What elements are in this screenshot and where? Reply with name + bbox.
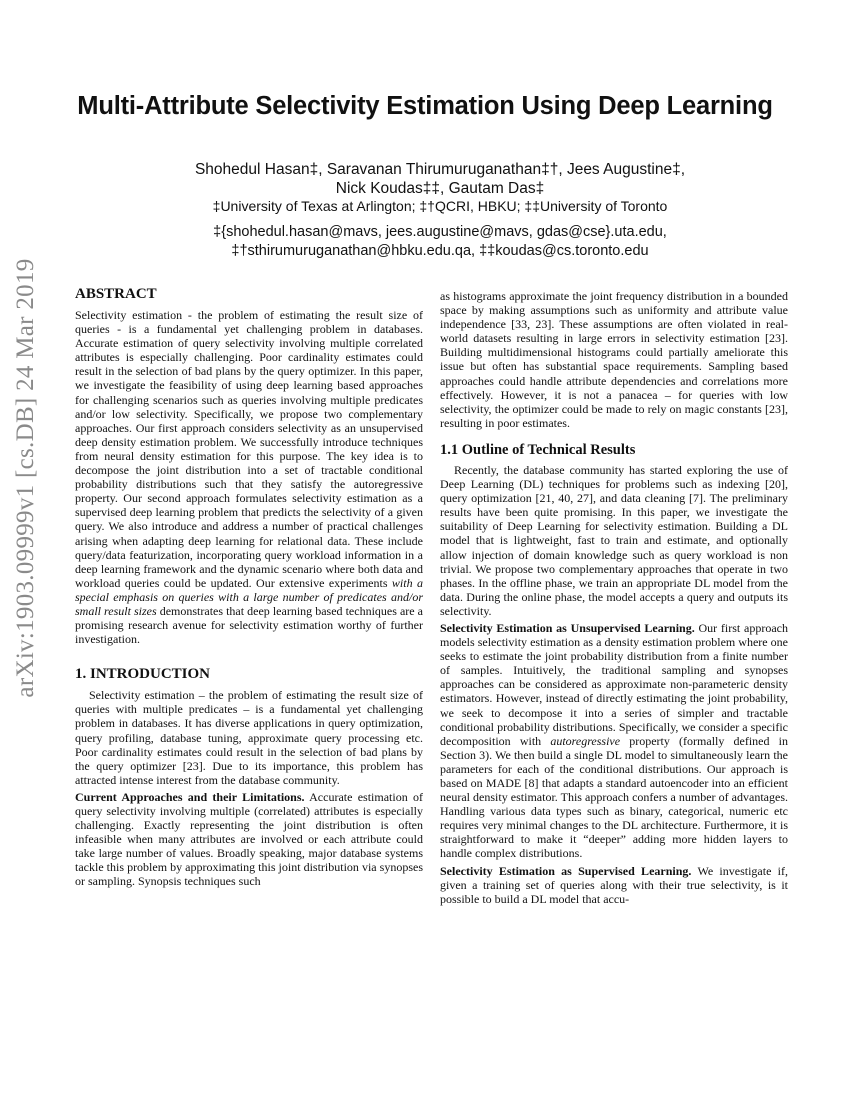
abstract-emphasis: with a special emphasis on queries with a large number of predicates and/or small result sizes <box>75 575 423 618</box>
abstract-heading: ABSTRACT <box>75 286 157 302</box>
paper-title: Multi-Attribute Selectivity Estimation Using Deep Learning <box>77 92 773 120</box>
abstract-paragraph: Selectivity estimation - the problem of estimating the result size of queries - is a fundamental yet challenging problem in databases. Accurate estimation of query selectivity involving multiple correlated attributes is especially challenging. Poor cardinality estimates could result in the selection of bad plans by the query optimizer. In this paper, we investigate the feasibility of using deep learning based approaches for challenging scenarios such as queries involving multiple predicates and/or low selectivity. Specifically, we propose two complementary approaches. Our first approach considers selectivity as an unsupervised deep density estimation problem. We successfully introduce techniques from neural density estimation for this purpose. The key idea is to decompose the joint distribution into a set of tractable conditional probability distributions such that they satisfy the autoregressive property. Our second approach formulates selectivity estimation as a supervised deep learning problem that predicts the selectivity of a given query. We also introduce and address a number of practical challenges arising when adapting deep learning for relational data. These include query/data featurization, incorporating query workload information in a deep learning framework and the dynamic scenario where both data and workload queries could be updated. Our extensive experiments with a special emphasis on queries with a large number of predicates and/or small result sizes demonstrates that deep learning based techniques are a promising research avenue for selectivity estimation worthy of further investigation. <box>75 308 423 647</box>
introduction-heading: 1. INTRODUCTION <box>75 666 211 683</box>
outline-heading: 1.1 Outline of Technical Results <box>440 441 636 458</box>
intro-continuation: as histograms approximate the joint frequency distribution in a bounded space by making assumptions such as uniformity and attribute value independence [33, 23]. These assumptions are often violated in real-world datasets resulting in large errors in selectivity estimation [23]. Building multidimensional histograms could partially ameliorate this issue but often has substantial space requirements. Sampling based approaches could handle attribute dependencies and correlations more effectively. However, it is not a panacea – for queries with low selectivity, the optimizer could be made to rely on magic constants [23], resulting in poor estimates. <box>440 289 788 430</box>
supervised-runin: Selectivity Estimation as Supervised Learning. <box>440 863 692 878</box>
right-column <box>440 289 788 906</box>
authors-line-2: Nick Koudas‡‡, Gautam Das‡ <box>335 180 545 197</box>
supervised-paragraph: Selectivity Estimation as Supervised Learning. We investigate if, given a training set of queries along with their true selectivity, is it possible to build a DL model that accu- <box>440 863 788 906</box>
author-block <box>120 160 760 261</box>
arxiv-sidebar <box>4 258 48 698</box>
affiliations: ‡University of Texas at Arlington; ‡†QCRI, HBKU; ‡‡University of Toronto <box>212 198 668 214</box>
current-approaches-paragraph: Current Approaches and their Limitations. Accurate estimation of query selectivity involving multiple (correlated) attributes is especially challenging. Exactly representing the joint distribution is often infeasible when many attributes are involved or each attribute could take large number of values. Broadly speaking, major database systems tackle this problem by approximating this joint distribution via synopses or sampling. Synopsis techniques such <box>75 789 423 889</box>
emails-line-1: ‡{shohedul.hasan@mavs, jees.augustine@mavs, gdas@cse}.uta.edu, <box>213 224 667 240</box>
current-approaches-runin: Current Approaches and their Limitations. <box>75 789 305 804</box>
arxiv-identifier: arXiv:1903.09999v1 [cs.DB] 24 Mar 2019 <box>12 258 39 698</box>
emails-line-2: ‡†sthirumuruganathan@hbku.edu.qa, ‡‡koudas@cs.toronto.edu <box>231 243 649 259</box>
unsupervised-runin: Selectivity Estimation as Unsupervised Learning. <box>440 620 695 635</box>
intro-paragraph-1: Selectivity estimation – the problem of estimating the result size of queries with multiple predicates – is a fundamental yet challenging problem in databases. It has diverse applications in query optimization, query profiling, database tuning, approximate query processing etc. Poor cardinality estimates could result in the selection of bad plans by the query optimizer [23]. Due to its importance, this problem has attracted intense interest from the database community. <box>75 688 423 787</box>
unsupervised-paragraph: Selectivity Estimation as Unsupervised Learning. Our first approach models selectivity estimation as a density estimation problem where one seeks to estimate the joint probability distribution from a finite number of samples. Intuitively, the traditional sampling and synopses approaches can be considered as approximate non-parameteric density estimators. However, instead of directly estimating the joint probability, we seek to decompose it into a series of simpler and tractable conditional probability distributions. Specifically, we consider a specific decomposition with autoregressive property (formally defined in Section 3). We then build a single DL model to simultaneously learn the parameters for each of the conditional distributions. Our approach is based on MADE [8] that adapts a standard autoencoder into an efficient neural density estimator. This approach confers a number of advantages. Handling various data types such as binary, categorical, numeric etc requires very minimal changes to the DL architecture. Furthermore, it is straightforward to make it “deeper” adding more hidden layers to handle complex distributions. <box>440 620 788 861</box>
left-column <box>75 286 423 889</box>
authors-line-1: Shohedul Hasan‡, Saravanan Thirumuruganathan‡†, Jees Augustine‡, <box>194 161 686 178</box>
autoregressive-emphasis: autoregressive <box>550 733 621 748</box>
outline-paragraph-1: Recently, the database community has started exploring the use of Deep Learning (DL) techniques for problems such as indexing [20], query optimization [21, 40, 27], and data cleaning [7]. The preliminary results have been quite promising. In this paper, we investigate the suitability of Deep Learning for selectivity estimation. Building a DL model that is lightweight, fast to train and estimate, and optionally allow injection of domain knowledge such as query workload is non trivial. We propose two complementary approaches that operate in two phases. In the offline phase, we train an appropriate DL model from the data. During the online phase, the model accepts a query and outputs its selectivity. <box>440 462 788 618</box>
